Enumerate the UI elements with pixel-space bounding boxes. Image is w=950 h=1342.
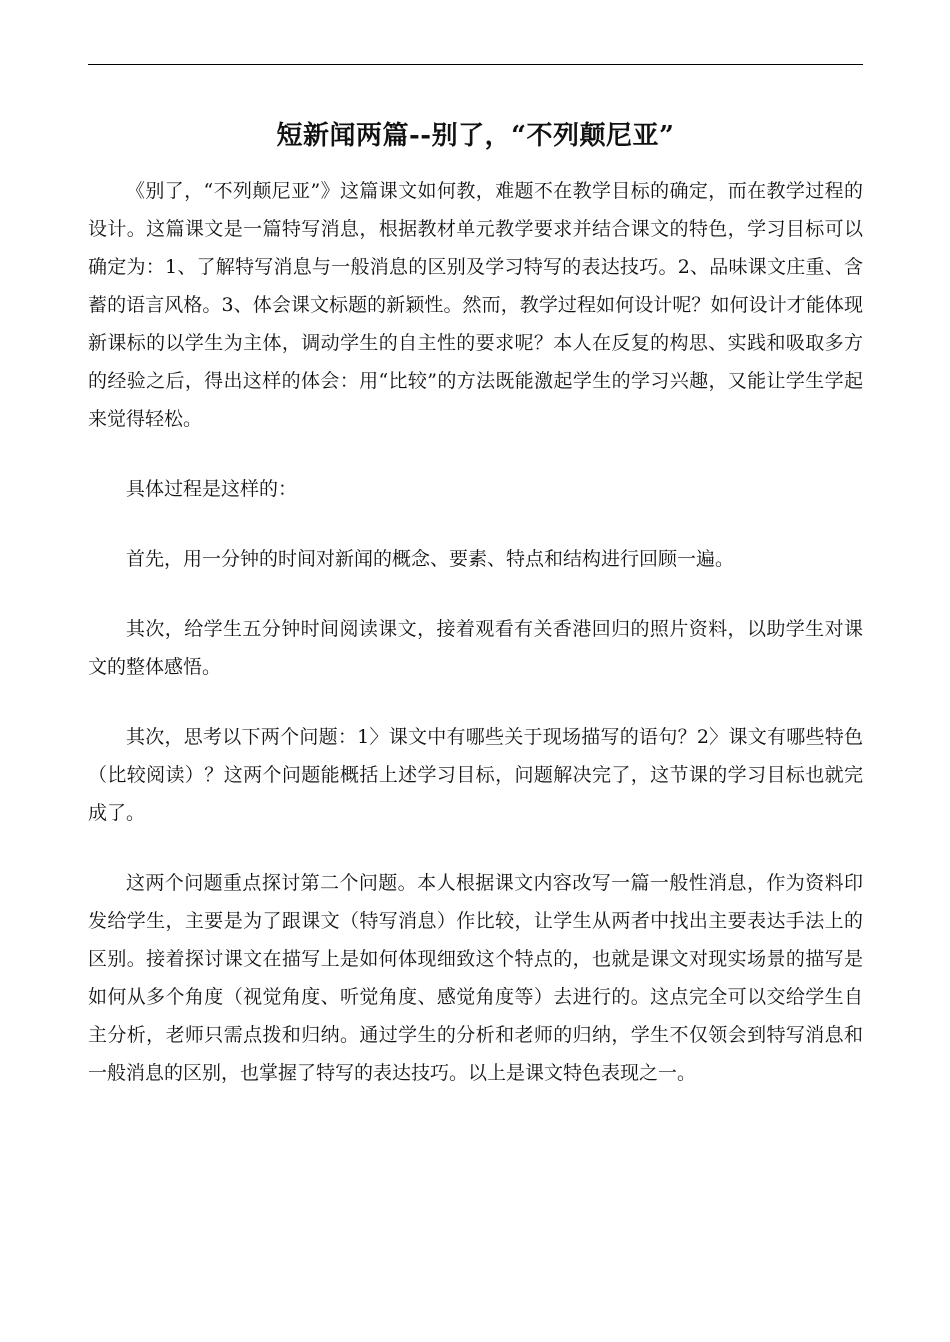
- paragraph-step-first: 首先，用一分钟的时间对新闻的概念、要素、特点和结构进行回顾一遍。: [126, 548, 735, 570]
- paragraph-step-third: 其次，思考以下两个问题：1〉课文中有哪些关于现场描写的语句？2〉课文有哪些特色（比较阅读）？这两个问题能概括上述学习目标，问题解决完了，这节课的学习目标也就完成了。: [88, 726, 863, 824]
- paragraph-discussion: 这两个问题重点探讨第二个问题。本人根据课文内容改写一篇一般性消息，作为资料印发给学生，主要是为了跟课文（特写消息）作比较，让学生从两者中找出主要表达手法上的区别。接着探讨课文在描写上是如何体现细致这个特点的，也就是课文对现实场景的描写是如何从多个角度（视觉角度、听觉角度、感觉角度等）去进行的。这点完全可以交给学生自主分析，老师只需点拨和归纳。通过学生的分析和老师的归纳，学生不仅领会到特写消息和一般消息的区别，也掌握了特写的表达技巧。以上是课文特色表现之一。: [88, 872, 863, 1084]
- document-title: 短新闻两篇--别了，“不列颠尼亚”: [276, 121, 675, 151]
- paragraph-intro: 《别了，“不列颠尼亚”》这篇课文如何教，难题不在教学目标的确定，而在教学过程的设计。这篇课文是一篇特写消息，根据教材单元教学要求并结合课文的特色，学习目标可以确定为：1、了解特写消息与一般消息的区别及学习特写的表达技巧。2、品味课文庄重、含蓄的语言风格。3、体会课文标题的新颖性。然而，教学过程如何设计呢？如何设计才能体现新课标的以学生为主体，调动学生的自主性的要求呢？本人在反复的构思、实践和吸取多方的经验之后，得出这样的体会：用“比较”的方法既能激起学生的学习兴趣，又能让学生学起来觉得轻松。: [88, 180, 863, 430]
- paragraph-process-intro: 具体过程是这样的：: [126, 478, 298, 500]
- paragraph-step-second: 其次，给学生五分钟时间阅读课文，接着观看有关香港回归的照片资料，以助学生对课文的整体感悟。: [88, 618, 863, 678]
- header-rule: [88, 64, 863, 65]
- document-body: [88, 172, 863, 1092]
